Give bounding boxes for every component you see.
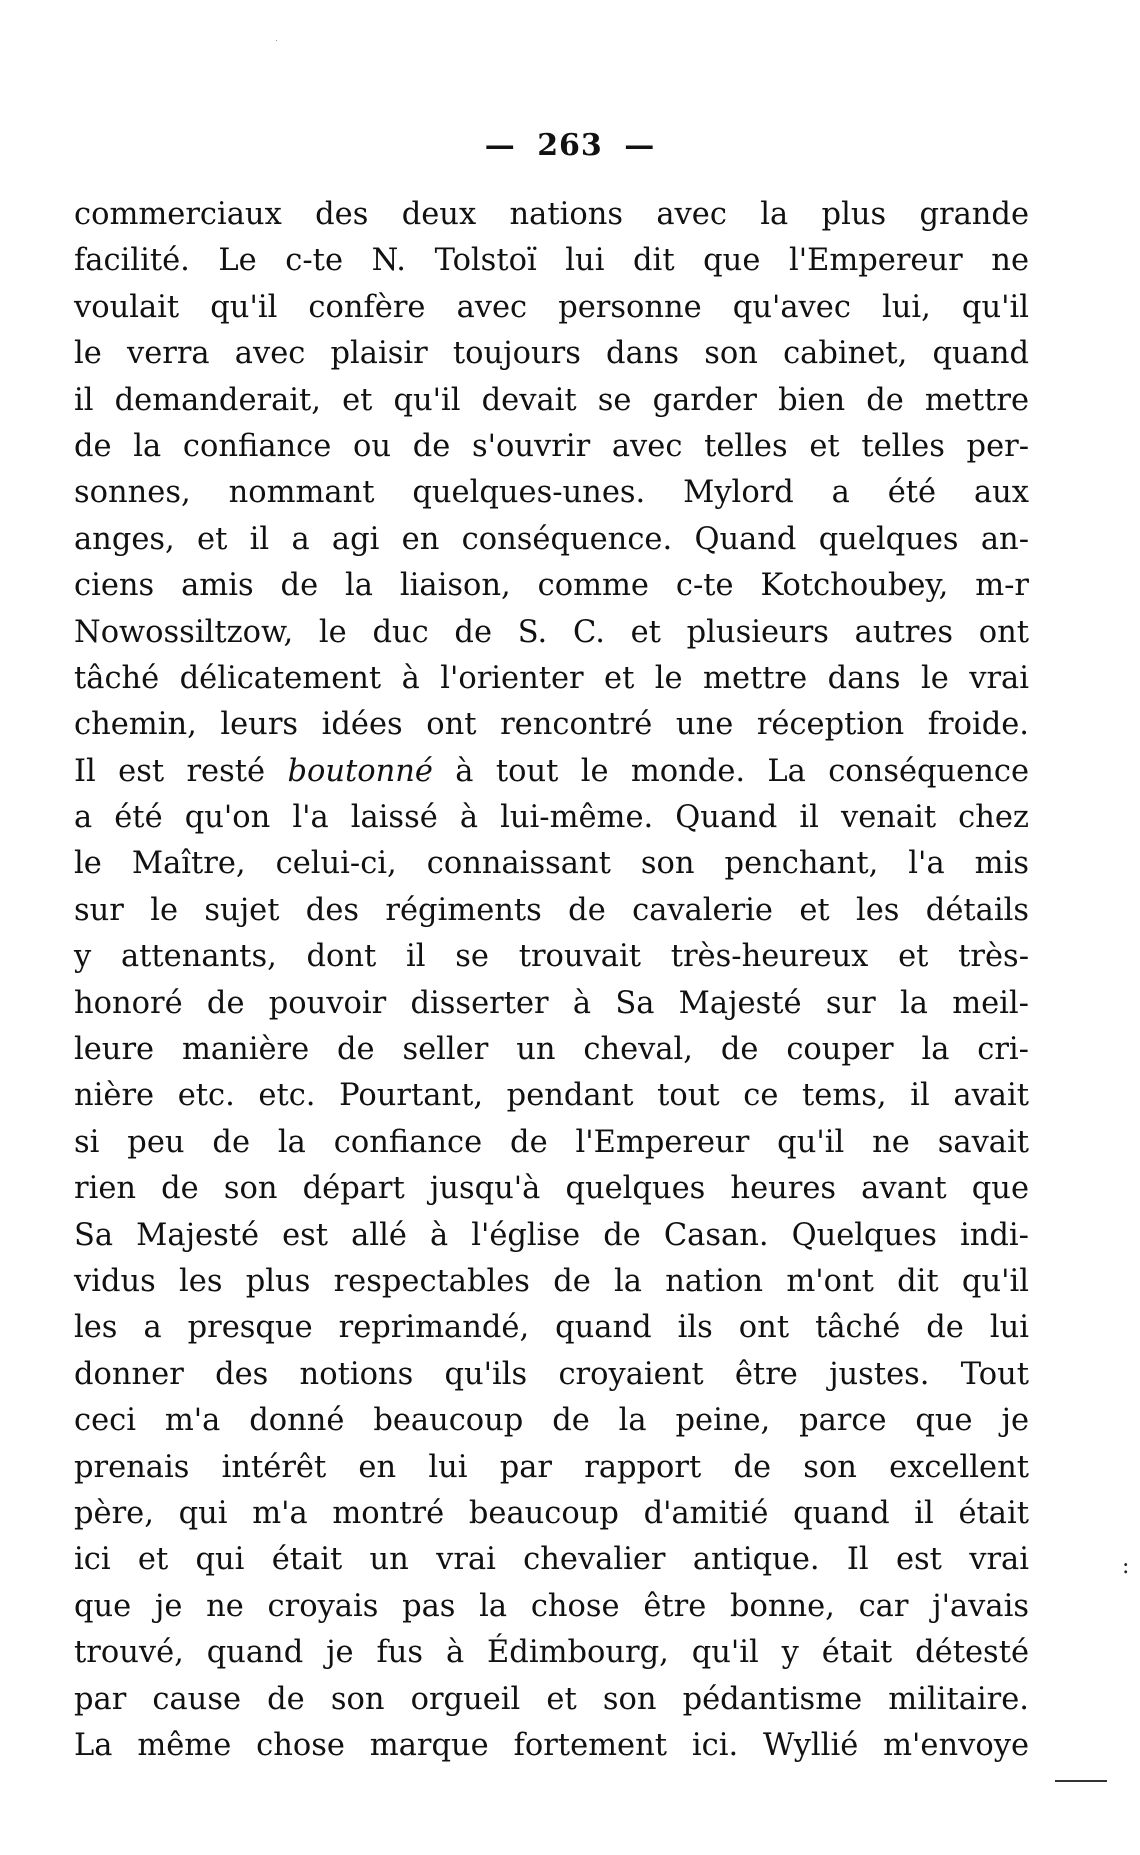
text-line: trouvé, quand je fus à Édimbourg, qu'il y était détesté [74,1635,1029,1671]
text-line: leure manière de seller un cheval, de couper la cri- [74,1032,1029,1068]
text-line: commerciaux des deux nations avec la plus grande [74,197,1029,232]
footer-rule [1055,1780,1107,1782]
scan-speck [276,40,277,41]
italic-word: boutonné [287,753,433,789]
margin-mark: : [1122,1554,1130,1579]
text-line: père, qui m'a montré beaucoup d'amitié quand il était [74,1495,1029,1531]
page-number-header [0,128,1140,163]
text-line: le verra avec plaisir toujours dans son cabinet, quand [74,336,1029,372]
text-line: il demanderait, et qu'il devait se garder bien de mettre [74,382,1029,418]
text-line: tâché délicatement à l'orienter et le mettre dans le vrai [74,660,1029,696]
text-line: y attenants, dont il se trouvait très-heureux et très- [74,939,1029,975]
text-line: rien de son départ jusqu'à quelques heures avant que [74,1171,1029,1207]
text-line: que je ne croyais pas la chose être bonne, car j'avais [74,1588,1029,1624]
text-line: par cause de son orgueil et son pédantisme militaire. [74,1681,1029,1717]
text-line: honoré de pouvoir disserter à Sa Majesté sur la meil- [74,985,1029,1021]
page-number: 263 [537,128,603,163]
text-line: anges, et il a agi en conséquence. Quand quelques an- [74,521,1029,557]
text-line: vidus les plus respectables de la nation m'ont dit qu'il [74,1263,1029,1299]
text-line: donner des notions qu'ils croyaient être justes. Tout [74,1356,1029,1392]
text-line-with-italic [74,749,1029,795]
text-line: ciens amis de la liaison, comme c-te Kotchoubey, m-r [74,568,1029,604]
text-line: chemin, leurs idées ont rencontré une réception froide. [74,707,1029,743]
text-line: voulait qu'il confère avec personne qu'avec lui, qu'il [74,289,1029,325]
text-line: le Maître, celui-ci, connaissant son penchant, l'a mis [74,846,1029,882]
text-line: La même chose marque fortement ici. Wyllié m'envoye [74,1727,1029,1763]
text-line: nière etc. etc. Pourtant, pendant tout ce tems, il avait [74,1078,1029,1114]
text-line: Nowossiltzow, le duc de S. C. et plusieurs autres ont [74,614,1029,650]
text-line: ici et qui était un vrai chevalier antique. Il est vrai [74,1542,1029,1578]
text-line: de la confiance ou de s'ouvrir avec telles et telles per- [74,428,1029,464]
text-line: prenais intérêt en lui par rapport de son excellent [74,1449,1029,1485]
page-number-dash-left: — [484,128,516,163]
text-line: Sa Majesté est allé à l'église de Casan. Quelques indi- [74,1217,1029,1253]
text-line-tail: à tout le monde. La conséquence [432,753,1030,789]
text-line: a été qu'on l'a laissé à lui-même. Quand il venait chez [74,800,1029,836]
text-line: ceci m'a donné beaucoup de la peine, parce que je [74,1403,1029,1439]
page-number-dash-right: — [624,128,656,163]
text-line: les a presque reprimandé, quand ils ont tâché de lui [74,1310,1029,1346]
body-text [74,192,1029,1769]
text-line-head: Il est resté [74,753,288,789]
text-line: sur le sujet des régiments de cavalerie et les détails [74,892,1029,928]
text-line: facilité. Le c-te N. Tolstoï lui dit que l'Empereur ne [74,243,1029,279]
text-line: sonnes, nommant quelques-unes. Mylord a été aux [74,475,1029,511]
text-line: si peu de la confiance de l'Empereur qu'il ne savait [74,1124,1029,1160]
